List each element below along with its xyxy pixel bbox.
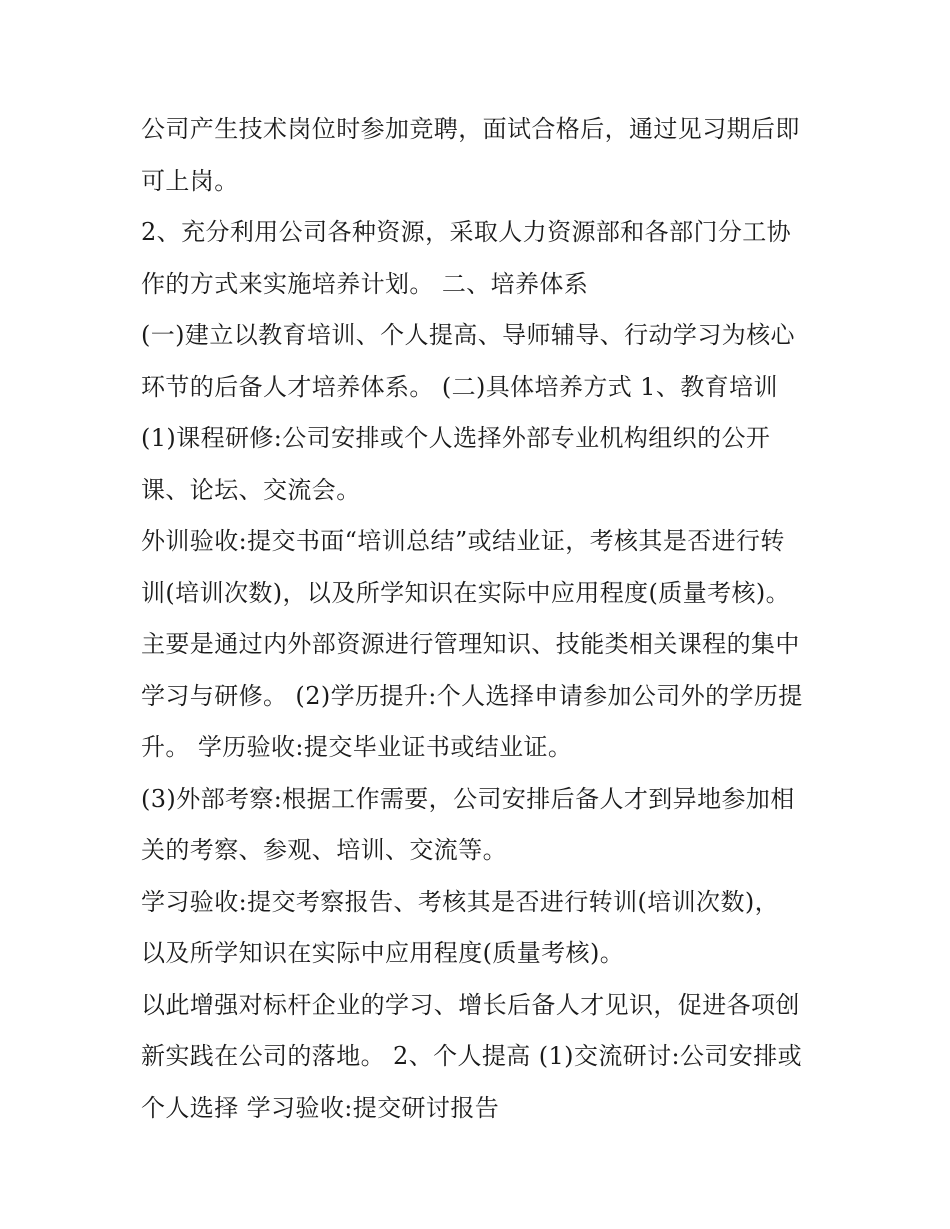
text-line: 训(培训次数)，以及所学知识在实际中应用程度(质量考核)。 <box>141 578 791 607</box>
text-line: 学习与研修。 (2)学历提升:个人选择申请参加公司外的学历提 <box>141 681 803 710</box>
text-line: 升。 学历验收:提交毕业证书或结业证。 <box>141 733 573 761</box>
text-line: 作的方式来实施培养计划。 二、培养体系 <box>141 269 589 298</box>
text-line: 以此增强对标杆企业的学习、增长后备人才见识，促进各项创 <box>141 990 800 1019</box>
text-line: (3)外部考察:根据工作需要，公司安排后备人才到异地参加相 <box>141 784 795 813</box>
text-line: 学习验收:提交考察报告、考核其是否进行转训(培训次数)， <box>141 887 780 916</box>
text-line: 个人选择 学习验收:提交研讨报告 <box>141 1093 500 1122</box>
text-line: 新实践在公司的落地。 2、个人提高 (1)交流研讨:公司安排或 <box>141 1042 803 1070</box>
text-line: 以及所学知识在实际中应用程度(质量考核)。 <box>141 939 625 967</box>
text-line: 关的考察、参观、培训、交流等。 <box>141 836 507 864</box>
text-line: (1)课程研修:公司安排或个人选择外部专业机构组织的公开 <box>141 424 771 452</box>
text-line: 环节的后备人才培养体系。 (二)具体培养方式 1、教育培训 <box>141 372 778 401</box>
body-text <box>141 104 821 1134</box>
text-line: 公司产生技术岗位时参加竞聘，面试合格后，通过见习期后即 <box>141 115 800 143</box>
text-line: 2、充分利用公司各种资源，采取人力资源部和各部门分工协 <box>141 218 792 246</box>
text-line: 外训验收:提交书面“培训总结”或结业证，考核其是否进行转 <box>141 527 785 555</box>
text-line: 课、论坛、交流会。 <box>141 475 361 504</box>
text-line: 可上岗。 <box>141 166 239 195</box>
text-line: (一)建立以教育培训、个人提高、导师辅导、行动学习为核心 <box>141 321 795 349</box>
text-line: 主要是通过内外部资源进行管理知识、技能类相关课程的集中 <box>141 630 800 658</box>
